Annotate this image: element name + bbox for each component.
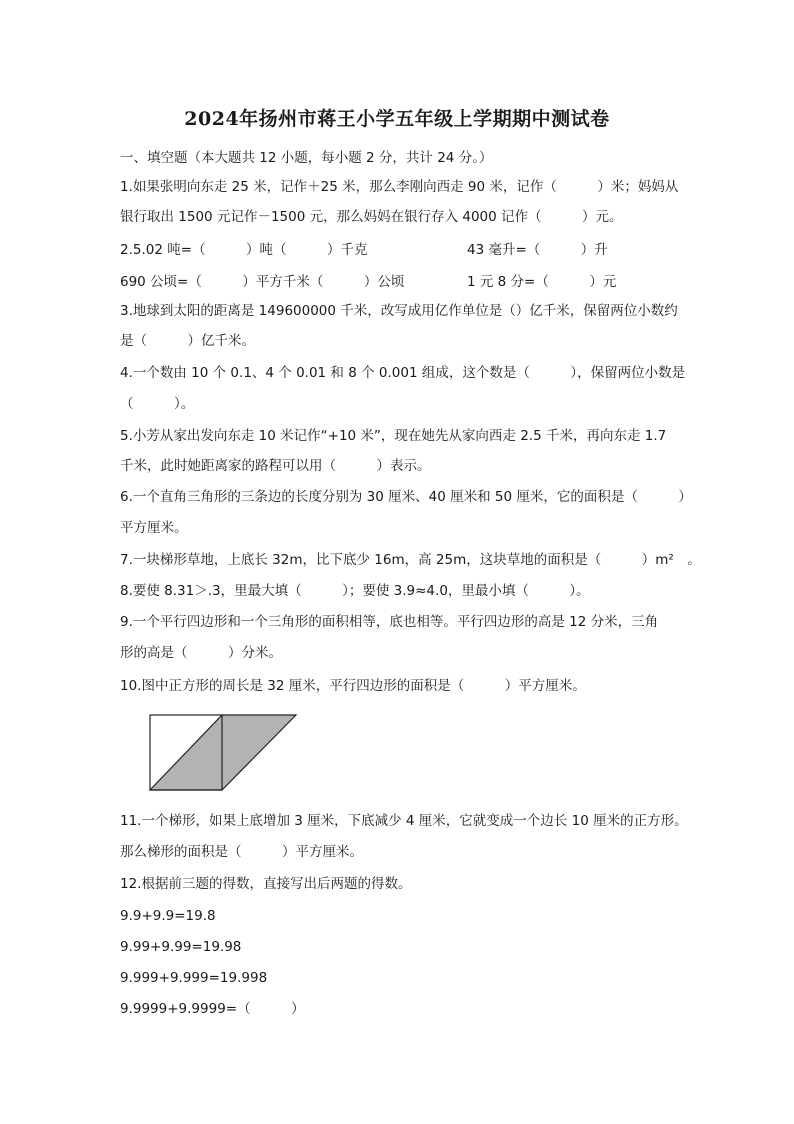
question-4-line-2: （ ）。 xyxy=(120,396,195,412)
question-2b-left: 690 公顷=（ ）平方千米（ ）公顷 xyxy=(120,274,405,290)
square-parallelogram-figure xyxy=(148,713,300,793)
question-1-line-2: 银行取出 1500 元记作－1500 元，那么妈妈在银行存入 4000 记作（ ）元。 xyxy=(120,209,623,225)
question-5-line-2: 千米，此时她距离家的路程可以用（ ）表示。 xyxy=(120,458,431,474)
parallelogram-shape xyxy=(150,715,296,790)
question-11-line-2: 那么梯形的面积是（ ）平方厘米。 xyxy=(120,844,363,860)
question-2a-right: 43 毫升=（ ）升 xyxy=(467,242,608,258)
question-12-line-1: 12.根据前三题的得数，直接写出后两题的得数。 xyxy=(120,876,412,892)
question-7-line-1: 7.一块梯形草地，上底长 32m，比下底少 16m，高 25m，这块草地的面积是（ ）m² 。 xyxy=(120,552,701,568)
section-heading: 一、填空题（本大题共 12 小题，每小题 2 分，共计 24 分。） xyxy=(120,150,493,166)
question-2b-right: 1 元 8 分=（ ）元 xyxy=(467,274,617,290)
question-6-line-1: 6.一个直角三角形的三条边的长度分别为 30 厘米、40 厘米和 50 厘米，它的面积是（ ） xyxy=(120,489,692,505)
question-3-line-1: 3.地球到太阳的距离是 149600000 千米，改写成用亿作单位是（）亿千米，保留两位小数约 xyxy=(120,303,678,319)
question-12-equation-2: 9.99+9.99=19.98 xyxy=(120,939,242,955)
question-9-line-2: 形的高是（ ）分米。 xyxy=(120,645,282,661)
question-3-line-2: 是（ ）亿千米。 xyxy=(120,333,255,349)
question-9-line-1: 9.一个平行四边形和一个三角形的面积相等，底也相等。平行四边形的高是 12 分米，三角 xyxy=(120,614,659,630)
question-12-equation-4: 9.9999+9.9999=（ ） xyxy=(120,1001,305,1017)
question-1-line-1: 1.如果张明向东走 25 米，记作＋25 米，那么李刚向西走 90 米，记作（ ）米；妈妈从 xyxy=(120,179,679,195)
question-10-line-1: 10.图中正方形的周长是 32 厘米，平行四边形的面积是（ ）平方厘米。 xyxy=(120,678,586,694)
question-2a-left: 2.5.02 吨=（ ）吨（ ）千克 xyxy=(120,242,368,258)
question-4-line-1: 4.一个数由 10 个 0.1、4 个 0.01 和 8 个 0.001 组成，这个数是（ ），保留两位小数是 xyxy=(120,365,686,381)
page-title: 2024年扬州市蒋王小学五年级上学期期中测试卷 xyxy=(184,108,610,130)
question-11-line-1: 11.一个梯形，如果上底增加 3 厘米，下底减少 4 厘米，它就变成一个边长 10 厘米的正方形。 xyxy=(120,813,688,829)
question-5-line-1: 5.小芳从家出发向东走 10 米记作“+10 米”，现在她先从家向西走 2.5 千米，再向东走 1.7 xyxy=(120,428,667,444)
question-6-line-2: 平方厘米。 xyxy=(120,520,188,536)
question-12-equation-1: 9.9+9.9=19.8 xyxy=(120,908,216,924)
question-12-equation-3: 9.999+9.999=19.998 xyxy=(120,970,268,986)
question-8-line-1: 8.要使 8.31＞.3，里最大填（ ）；要使 3.9≈4.0，里最小填（ ）。 xyxy=(120,583,590,599)
